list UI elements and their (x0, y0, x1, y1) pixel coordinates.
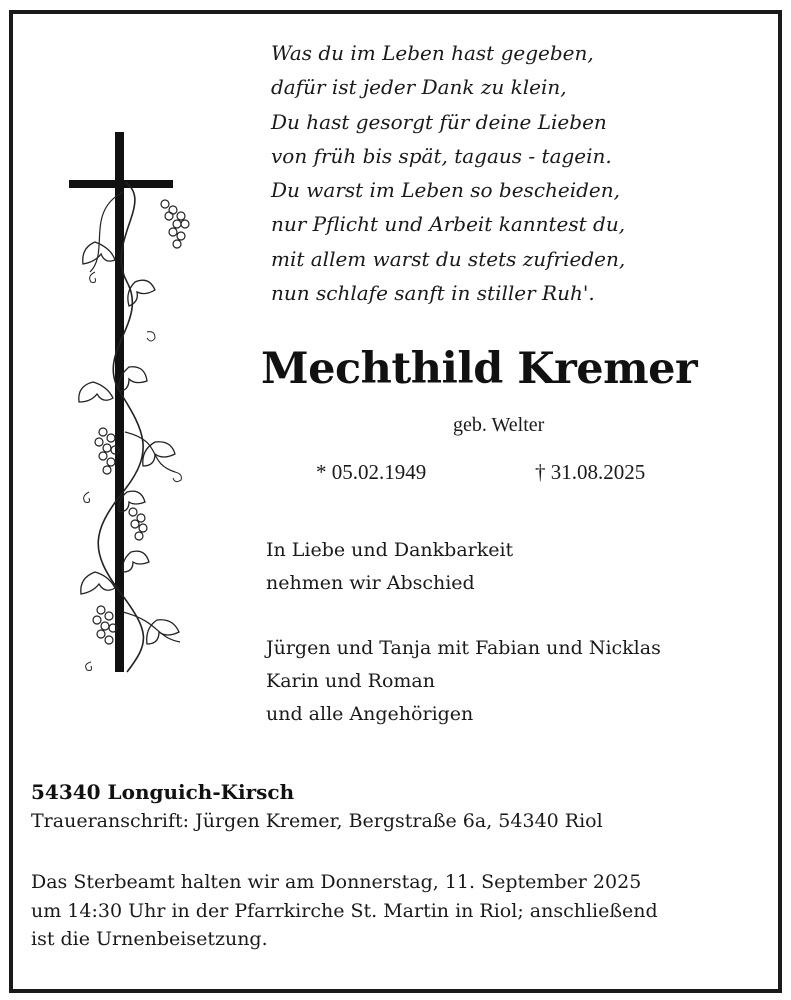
death-date: † 31.08.2025 (535, 460, 646, 484)
service-announcement (31, 868, 771, 954)
birth-date: * 05.02.1949 (316, 460, 427, 484)
service-line: um 14:30 Uhr in der Pfarrkirche St. Martin in Riol; anschließend (31, 899, 658, 922)
farewell-line: In Liebe und Dankbarkeit (266, 539, 514, 561)
mourner-line: und alle Angehörigen (266, 703, 474, 725)
service-line: Das Sterbeamt halten wir am Donnerstag, 11. September 2025 (31, 871, 642, 893)
maiden-name: geb. Welter (453, 414, 545, 436)
poem-line: von früh bis spät, tagaus - tagein. (271, 143, 612, 168)
poem-line: mit allem warst du stets zufrieden, (271, 246, 626, 271)
poem-line: nun schlafe sanft in stiller Ruh'. (271, 281, 595, 306)
mourner-line: Karin und Roman (266, 670, 435, 692)
deceased-name: Mechthild Kremer (261, 344, 698, 394)
poem-line: dafür ist jeder Dank zu klein, (271, 75, 567, 100)
poem-line: Was du im Leben hast gegeben, (271, 41, 594, 65)
poem-line: Du warst im Leben so bescheiden, (271, 178, 621, 203)
farewell-text (266, 534, 766, 600)
farewell-line: nehmen wir Abschied (266, 572, 475, 594)
memorial-poem (271, 36, 761, 310)
mourners-list (266, 632, 766, 731)
cross-with-grapevine-icon (65, 132, 195, 677)
mourner-line: Jürgen und Tanja mit Fabian und Nicklas (266, 637, 661, 659)
place-heading: 54340 Longuich-Kirsch (31, 780, 295, 804)
mourning-address: Traueranschrift: Jürgen Kremer, Bergstraße 6a, 54340 Riol (31, 810, 603, 832)
poem-line: Du hast gesorgt für deine Lieben (271, 109, 607, 134)
obituary-frame (9, 10, 782, 993)
service-line: ist die Urnenbeisetzung. (31, 928, 268, 950)
poem-line: nur Pflicht und Arbeit kanntest du, (271, 212, 626, 237)
